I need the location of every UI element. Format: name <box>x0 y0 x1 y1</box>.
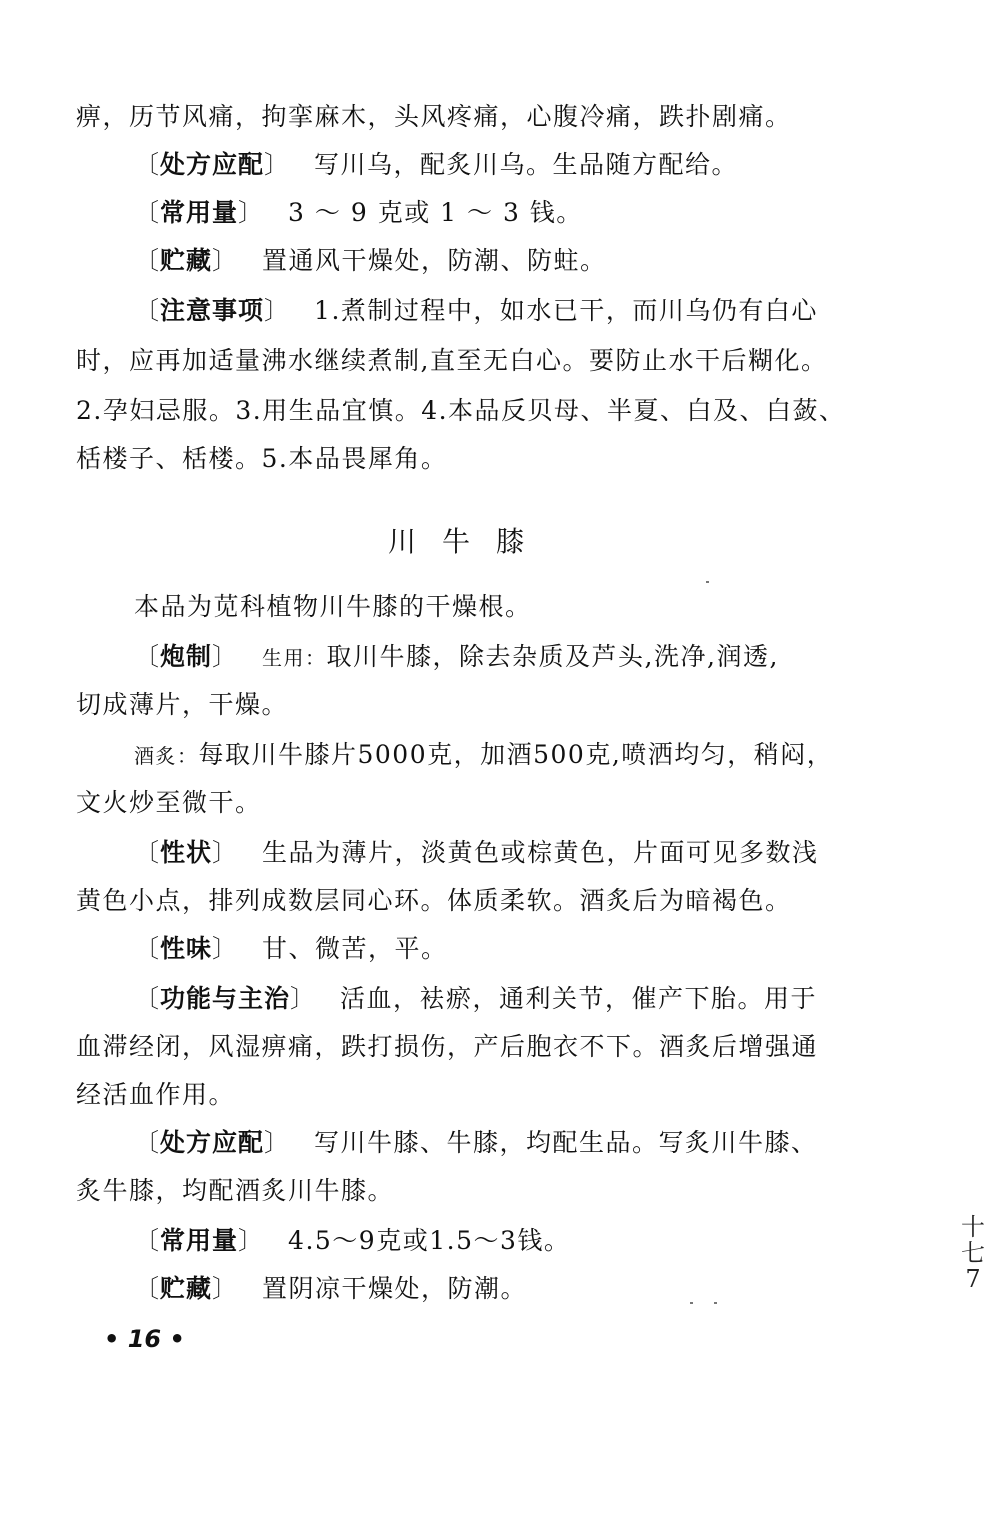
text-line <box>76 344 866 378</box>
section-tag: 〔功能与主治〕 <box>134 984 317 1013</box>
paragraph-text: 本品为苋科植物川牛膝的干燥根。 <box>134 592 532 621</box>
paragraph-text: 2.孕妇忌服。3.用生品宜慎。4.本品反贝母、半夏、白及、白蔹、 <box>76 396 846 425</box>
text-line <box>76 786 866 820</box>
text-line <box>134 1126 866 1160</box>
text-line <box>76 100 866 134</box>
text-line <box>134 148 866 182</box>
paragraph-text: 写川牛膝、牛膝，均配生品。写炙川牛膝、 <box>314 1128 818 1157</box>
paragraph-text: 经活血作用。 <box>76 1080 236 1109</box>
text-line <box>76 1078 866 1112</box>
paragraph-text: 置阴凉干燥处，防潮。 <box>262 1274 528 1303</box>
paragraph-text: 血滞经闭，风湿痹痛，跌打损伤，产后胞衣不下。酒炙后增强通 <box>76 1032 819 1061</box>
text-line <box>76 1030 866 1064</box>
paragraph-text: 3 ～ 9 克或 1 ～ 3 钱。 <box>288 198 583 227</box>
section-tag: 〔常用量〕 <box>134 198 265 227</box>
paragraph-text: 生品为薄片，淡黄色或棕黄色，片面可见多数浅 <box>262 838 819 867</box>
section-tag: 〔性状〕 <box>134 838 239 867</box>
paragraph-text: 甘、微苦，平。 <box>262 934 448 963</box>
paragraph-text: 文火炒至微干。 <box>76 788 262 817</box>
text-line <box>134 640 866 675</box>
sub-label: 酒炙： <box>134 744 199 768</box>
text-line <box>76 1174 866 1208</box>
section-tag: 〔贮藏〕 <box>134 1274 239 1303</box>
text-line <box>134 1224 866 1258</box>
paragraph-text: 写川乌，配炙川乌。生品随方配给。 <box>314 150 739 179</box>
text-line <box>134 836 866 870</box>
section-tag: 〔注意事项〕 <box>134 296 291 325</box>
section-tag: 〔常用量〕 <box>134 1226 265 1255</box>
paragraph-text: 置通风干燥处，防潮、防蛀。 <box>262 246 607 275</box>
scan-speck <box>714 1302 717 1304</box>
sub-label: 生用： <box>262 646 327 670</box>
paragraph-text: 时，应再加适量沸水继续煮制,直至无白心。要防止水干后糊化。 <box>76 346 828 375</box>
paragraph-text: 每取川牛膝片5000克，加酒500克,喷洒均匀，稍闷， <box>198 740 834 769</box>
text-line <box>134 982 866 1016</box>
paragraph-text: 切成薄片，干燥。 <box>76 690 289 719</box>
text-line <box>134 738 866 773</box>
text-line <box>134 932 866 966</box>
text-line <box>134 590 866 624</box>
page-number: • 16 • <box>104 1325 185 1353</box>
section-tag: 〔处方应配〕 <box>134 150 291 179</box>
paragraph-text: 取川牛膝，除去杂质及芦头,洗净,润透, <box>326 642 779 671</box>
scan-speck <box>690 1302 693 1304</box>
scan-speck <box>706 581 709 583</box>
text-line <box>76 884 866 918</box>
section-title: 川牛膝 <box>388 525 551 558</box>
paragraph-text: 痹，历节风痛，拘挛麻木，头风疼痛，心腹冷痛，跌扑剧痛。 <box>76 102 792 131</box>
section-tag: 〔处方应配〕 <box>134 1128 291 1157</box>
side-margin-mark: 十七7 <box>961 1213 985 1293</box>
paragraph-text: 栝楼子、栝楼。5.本品畏犀角。 <box>76 444 448 473</box>
text-line <box>76 442 866 476</box>
section-tag: 〔贮藏〕 <box>134 246 239 275</box>
paragraph-text: 4.5～9克或1.5～3钱。 <box>288 1226 571 1255</box>
paragraph-text: 1.煮制过程中，如水已干，而川乌仍有白心 <box>314 296 818 325</box>
section-tag: 〔性味〕 <box>134 934 239 963</box>
text-line <box>76 688 866 722</box>
paragraph-text: 活血，袪瘀，通利关节，催产下胎。用于 <box>340 984 818 1013</box>
paragraph-text: 炙牛膝，均配酒炙川牛膝。 <box>76 1176 395 1205</box>
text-line <box>134 244 866 278</box>
text-line <box>76 394 866 428</box>
text-line <box>134 294 866 328</box>
section-tag: 〔炮制〕 <box>134 642 239 671</box>
text-line <box>134 196 866 230</box>
text-line <box>134 1272 866 1306</box>
paragraph-text: 黄色小点，排列成数层同心环。体质柔软。酒炙后为暗褐色。 <box>76 886 792 915</box>
